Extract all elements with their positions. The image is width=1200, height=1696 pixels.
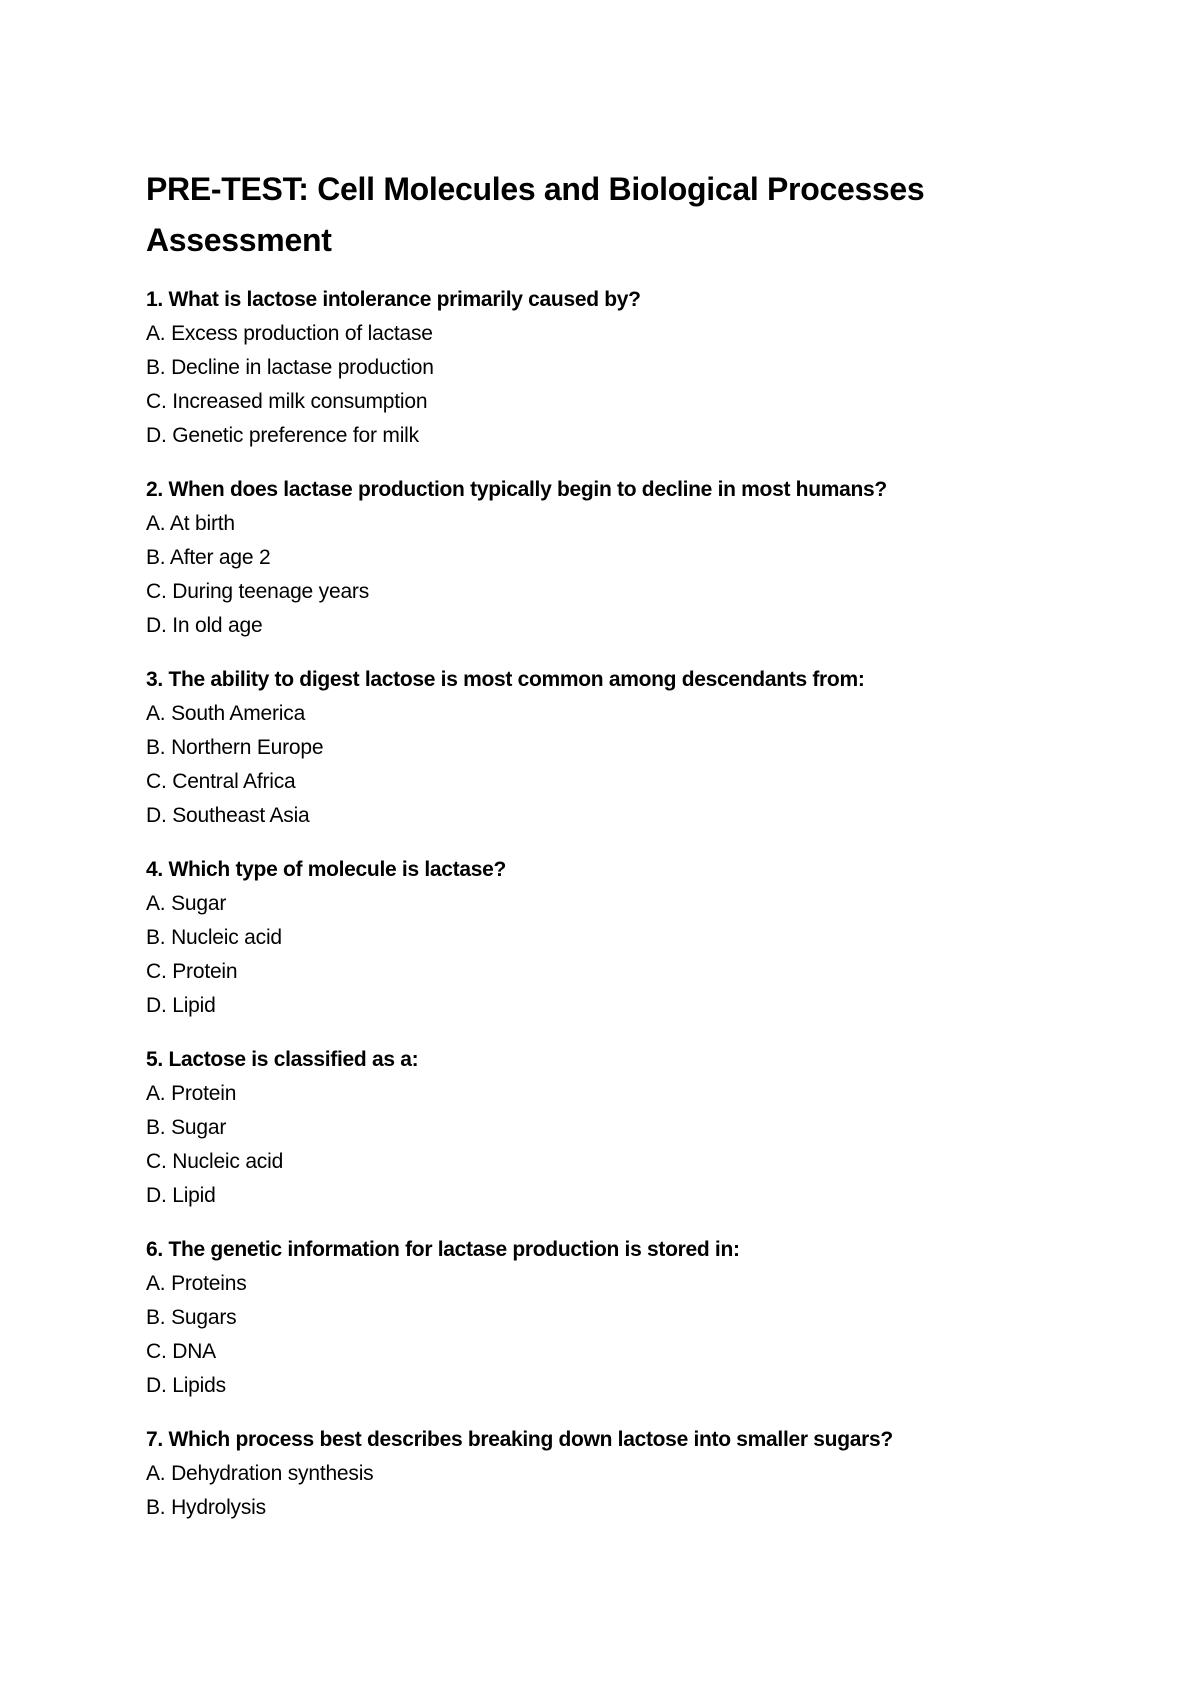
question-text: 3. The ability to digest lactose is most common among descendants from:	[146, 668, 865, 691]
question-block	[146, 473, 1066, 643]
answer-option: B. Decline in lactase production	[146, 356, 434, 379]
answer-option: B. Sugar	[146, 1116, 227, 1139]
answer-option: C. Nucleic acid	[146, 1150, 284, 1173]
answer-option: C. During teenage years	[146, 580, 370, 603]
question-block	[146, 1043, 1066, 1213]
answer-option: D. Southeast Asia	[146, 804, 310, 827]
answer-option: A. Protein	[146, 1082, 237, 1105]
answer-option: D. Lipid	[146, 994, 216, 1017]
question-block	[146, 1233, 1066, 1403]
question-block	[146, 283, 1066, 453]
answer-option: B. Northern Europe	[146, 736, 324, 759]
answer-option: A. Sugar	[146, 892, 227, 915]
question-text: 2. When does lactase production typically begin to decline in most humans?	[146, 478, 887, 501]
document-title: PRE-TEST: Cell Molecules and Biological Processes Assessment	[146, 171, 925, 258]
question-list	[146, 283, 1066, 1525]
document-page	[146, 164, 1066, 1545]
question-block	[146, 663, 1066, 833]
answer-option: B. Nucleic acid	[146, 926, 282, 949]
answer-option: D. Lipid	[146, 1184, 216, 1207]
answer-option: B. After age 2	[146, 546, 271, 569]
question-text: 4. Which type of molecule is lactase?	[146, 858, 507, 881]
answer-option: A. Dehydration synthesis	[146, 1462, 374, 1485]
answer-option: D. In old age	[146, 614, 263, 637]
question-text: 1. What is lactose intolerance primarily caused by?	[146, 288, 641, 311]
answer-option: A. Proteins	[146, 1272, 247, 1295]
answer-option: C. Increased milk consumption	[146, 390, 428, 413]
answer-option: B. Sugars	[146, 1306, 237, 1329]
answer-option: C. Central Africa	[146, 770, 296, 793]
question-block	[146, 853, 1066, 1023]
answer-option: D. Lipids	[146, 1374, 226, 1397]
question-text: 7. Which process best describes breaking down lactose into smaller sugars?	[146, 1428, 893, 1451]
answer-option: A. Excess production of lactase	[146, 322, 433, 345]
answer-option: C. Protein	[146, 960, 238, 983]
answer-option: B. Hydrolysis	[146, 1496, 266, 1519]
question-block	[146, 1423, 1066, 1525]
question-text: 5. Lactose is classified as a:	[146, 1048, 419, 1071]
answer-option: D. Genetic preference for milk	[146, 424, 419, 447]
answer-option: A. At birth	[146, 512, 235, 535]
question-text: 6. The genetic information for lactase production is stored in:	[146, 1238, 740, 1261]
answer-option: A. South America	[146, 702, 306, 725]
answer-option: C. DNA	[146, 1340, 216, 1363]
